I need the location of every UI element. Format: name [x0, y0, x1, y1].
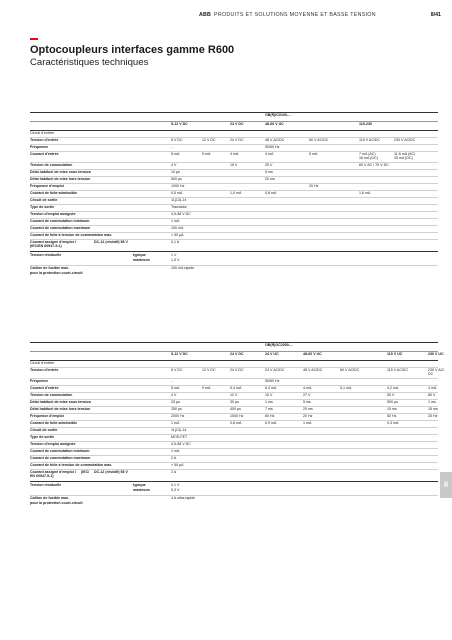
- residual-value: 0,3 V: [171, 487, 180, 492]
- spec-cell: 2 A: [171, 455, 177, 460]
- spec-cell: 27 V: [303, 392, 311, 397]
- spec-cell: 0,1 A: [171, 239, 180, 244]
- header-section: PRODUITS ET SOLUTIONS MOYENNE ET BASSE TENSION: [214, 12, 376, 18]
- column-header: 24 V UC: [265, 352, 279, 356]
- row-label: Délai habituel de mise hors tension: [30, 406, 91, 411]
- fuse-label: Calibre de fusible max.: [30, 266, 70, 270]
- spec-row: [30, 385, 438, 392]
- fuse-row: [30, 265, 438, 278]
- row-label: Tension d'entrée: [30, 137, 59, 142]
- spec-row: [30, 367, 445, 378]
- spec-row: [30, 169, 438, 176]
- spec-cell: 115 V AC/DC: [359, 137, 381, 142]
- spec-cell: 25 mA (DC): [394, 156, 413, 160]
- spec-cell: 25 V: [265, 162, 273, 167]
- spec-row: [30, 469, 438, 481]
- spec-cell: 20 ms: [265, 176, 275, 181]
- spec-row: [30, 448, 438, 455]
- row-label: Circuit d'entrée: [30, 130, 55, 135]
- spec-cell: 5 mA: [202, 151, 211, 156]
- page-number: 8/41: [430, 12, 441, 18]
- row-label: Courant de commutation maximum: [30, 455, 91, 460]
- spec-cell: 48 V AC/DC: [265, 137, 285, 142]
- spec-cell: 400 µs: [230, 406, 241, 411]
- spec-row: [30, 455, 438, 462]
- spec-cell: < 50 µA: [171, 232, 184, 237]
- spec-cell: 0,5 mA: [171, 190, 183, 195]
- page-subtitle: Caractéristiques techniques: [30, 57, 149, 68]
- column-header-row: [30, 351, 444, 360]
- column-header: 24 V DC: [230, 122, 244, 126]
- spec-cell: 60 V AC/DC: [340, 367, 360, 372]
- spec-cell: 24 V AC/DC: [265, 367, 285, 372]
- row-label: Courant de fuite à tension de commutation max.: [30, 232, 113, 237]
- spec-row: [30, 399, 438, 406]
- spec-cell: 230 V AC/DC: [394, 137, 416, 142]
- model-header-row: [30, 342, 438, 351]
- page-title: Optocoupleurs interfaces gamme R600: [30, 44, 235, 56]
- spec-cell: 4,5-58 V DC: [171, 441, 191, 446]
- accent-bar: [30, 38, 38, 40]
- spec-cell: DC: [428, 372, 434, 376]
- row-label: Tension de commutation: [30, 392, 73, 397]
- column-header: 48-60 V UC: [265, 122, 284, 126]
- residual-type: maximum: [133, 257, 150, 262]
- row-label: Courant de commutation minimum: [30, 218, 90, 223]
- row-label: Délai habituel de mise hors tension: [30, 176, 91, 181]
- spec-cell: 5 mA: [309, 151, 318, 156]
- spec-cell: MOS-FET: [171, 434, 188, 439]
- row-label-cont: (IEC/: [81, 469, 90, 474]
- row-sublabel: DC-12 (résistif) 58 V: [94, 239, 128, 244]
- spec-cell: 50/60 Hz: [265, 144, 280, 149]
- spec-cell: 5 mA: [171, 385, 180, 390]
- spec-cell: 12 V DC: [202, 367, 216, 372]
- spec-cell: 20 Hz: [303, 413, 313, 418]
- row-label: Courant d'entrée: [30, 385, 59, 390]
- residual-type: typique: [133, 252, 146, 257]
- row-label: Circuit de sortie: [30, 427, 58, 432]
- spec-cell: 4,5-58 V DC: [171, 211, 191, 216]
- spec-cell: -: [171, 378, 173, 383]
- spec-cell: < 50 µA: [171, 462, 184, 467]
- row-label-line2: (IEC/EN 60947-5-1): [30, 244, 62, 248]
- row-label: Type de sortie: [30, 204, 55, 209]
- spec-row: [30, 232, 438, 239]
- spec-cell: 250 µs: [171, 406, 182, 411]
- spec-cell: 1,6 mA: [359, 190, 371, 195]
- residual-value: 1 V: [171, 252, 177, 257]
- row-label: Fréquence d'emploi: [30, 183, 64, 188]
- column-header: 48-60 V UC: [303, 352, 322, 356]
- spec-cell: 0,8 mA: [230, 420, 242, 425]
- spec-row: [30, 183, 438, 190]
- spec-cell: 500 µs: [171, 176, 182, 181]
- spec-cell: 4 mA: [265, 151, 274, 156]
- spec-cell: 9 mA: [202, 385, 211, 390]
- spec-cell: 11(13)-14: [171, 197, 187, 202]
- spec-row: [30, 204, 438, 211]
- row-label: Délai habituel de mise sous tension: [30, 169, 91, 174]
- spec-row: [30, 441, 438, 448]
- model-name: OB(R)OC2000-...: [265, 343, 293, 347]
- spec-cell: 24 V DC: [230, 137, 244, 142]
- spec-cell: 15 V: [265, 392, 273, 397]
- spec-cell: 1 mA: [171, 218, 180, 223]
- spec-cell: 60 V AC / 70 V DC: [359, 162, 389, 167]
- spec-cell: 48 V AC/DC: [303, 367, 323, 372]
- spec-cell: Transistor: [171, 204, 187, 209]
- spec-cell: 16 mA (DC): [359, 156, 378, 160]
- spec-cell: 1 ms: [265, 399, 273, 404]
- spec-cell: 11,5 mA (AC): [394, 151, 416, 156]
- column-header: 5-12 V DC: [171, 352, 188, 356]
- spec-cell: 25 Hz: [428, 413, 438, 418]
- spec-cell: 50 Hz: [387, 413, 397, 418]
- row-label: Fréquence: [30, 144, 49, 149]
- spec-table-output-couplers: [30, 342, 445, 508]
- row-label: Type de sortie: [30, 434, 55, 439]
- spec-cell: 1,0 mA: [230, 190, 242, 195]
- fuse-value: 100 mA rapide: [171, 266, 195, 270]
- spec-table-input-couplers: [30, 112, 438, 278]
- section-tab-label: 08: [441, 481, 448, 487]
- spec-row: [30, 151, 438, 162]
- spec-cell: 2 A: [171, 469, 177, 474]
- spec-cell: 230 V AC/: [428, 367, 445, 372]
- spec-row: [30, 462, 438, 469]
- row-label: Tension d'entrée: [30, 367, 59, 372]
- model-header-row: [30, 112, 438, 121]
- row-label: Courant de fuite admissible: [30, 420, 78, 425]
- column-header: 24 V DC: [230, 352, 244, 356]
- residual-type: typique: [133, 482, 146, 487]
- spec-cell: 50 V: [387, 392, 395, 397]
- row-label: Circuit d'entrée: [30, 360, 55, 365]
- residual-value: 0,1 V: [171, 482, 180, 487]
- column-header: 230 V UC: [428, 352, 444, 356]
- spec-cell: 100 mA: [171, 225, 184, 230]
- spec-cell: 15 ms: [428, 406, 438, 411]
- spec-row: [30, 144, 438, 151]
- page-header: [0, 12, 452, 24]
- spec-cell: 4 V: [171, 392, 177, 397]
- row-label: Courant de commutation minimum: [30, 448, 90, 453]
- column-header: 5-12 V DC: [171, 122, 188, 126]
- spec-cell: 0,8 mA: [265, 190, 277, 195]
- spec-cell: 500 µs: [387, 399, 398, 404]
- row-label: Courant assigné d'emploi I: [30, 239, 76, 244]
- spec-row: [30, 420, 438, 427]
- column-header: 115-230: [359, 122, 372, 126]
- spec-cell: 5,4 mA: [230, 385, 242, 390]
- spec-cell: 12 V: [230, 392, 238, 397]
- spec-cell: 7 ms: [265, 406, 273, 411]
- residual-type: maximum: [133, 487, 150, 492]
- spec-cell: 1 mA: [171, 448, 180, 453]
- row-label: Circuit de sortie: [30, 197, 58, 202]
- spec-cell: 20 ms: [303, 406, 313, 411]
- spec-row: [30, 427, 438, 434]
- residual-row: [30, 481, 438, 495]
- spec-cell: 4 V: [171, 162, 177, 167]
- spec-cell: 1 mA: [303, 420, 312, 425]
- spec-cell: 5,1 mA: [340, 385, 352, 390]
- fuse-label: Calibre de fusible max.: [30, 496, 70, 500]
- spec-row: [30, 176, 438, 183]
- spec-cell: 5 V DC: [171, 367, 183, 372]
- row-label: Courant assigné d'emploi I: [30, 469, 76, 474]
- residual-label: Tension résiduelle: [30, 252, 62, 257]
- brand-logo: ABB: [199, 12, 212, 18]
- row-label: Courant de fuite admissible: [30, 190, 78, 195]
- row-label: Courant de fuite à tension de commutation max.: [30, 462, 113, 467]
- spec-cell: 4 mA: [428, 385, 437, 390]
- row-label: Courant de commutation maximum: [30, 225, 91, 230]
- row-label: Tension d'emploi assignée: [30, 211, 76, 216]
- column-header-row: [30, 121, 438, 130]
- spec-cell: 50/60 Hz: [265, 378, 280, 383]
- spec-row: [30, 190, 438, 197]
- row-label: Délai habituel de mise sous tension: [30, 399, 91, 404]
- residual-value: 1,5 V: [171, 257, 180, 262]
- spec-row: [30, 197, 438, 204]
- row-label-line2: EN 60947-5-1): [30, 474, 54, 478]
- spec-cell: 12 V DC: [202, 137, 216, 142]
- spec-cell: 2000 Hz: [171, 413, 185, 418]
- spec-cell: 5 V DC: [171, 137, 183, 142]
- spec-row: [30, 434, 438, 441]
- spec-row: [30, 130, 438, 137]
- spec-row: [30, 162, 438, 169]
- row-label: Fréquence d'emploi: [30, 413, 64, 418]
- spec-cell: 11(13)-14: [171, 427, 187, 432]
- spec-cell: 5 ms: [265, 169, 273, 174]
- model-name: OB(R)IC0100-...: [265, 113, 292, 117]
- spec-row: [30, 406, 438, 413]
- fuse-label-line2: pour la protection court-circuit: [30, 501, 83, 505]
- spec-cell: 1000 Hz: [230, 413, 244, 418]
- spec-cell: 1 mA: [171, 420, 180, 425]
- section-tab: [440, 472, 452, 498]
- fuse-row: [30, 495, 438, 508]
- row-sublabel: DC-12 (résistif) 58 V: [94, 469, 128, 474]
- spec-cell: 20 Hz: [309, 183, 319, 188]
- spec-row: [30, 218, 438, 225]
- spec-cell: 4 mA: [230, 151, 239, 156]
- spec-row: [30, 413, 438, 420]
- spec-cell: 5 mA: [171, 151, 180, 156]
- spec-cell: 60 V AC/DC: [309, 137, 329, 142]
- spec-cell: 4 mA: [303, 385, 312, 390]
- spec-cell: 1000 Hz: [171, 183, 185, 188]
- spec-row: [30, 137, 438, 144]
- spec-row: [30, 211, 438, 218]
- spec-cell: 0,9 mA: [265, 420, 277, 425]
- spec-row: [30, 392, 438, 399]
- spec-cell: 24 V DC: [230, 367, 244, 372]
- spec-row: [30, 378, 438, 385]
- spec-cell: -: [171, 144, 173, 149]
- row-label: Fréquence: [30, 378, 49, 383]
- spec-cell: 25 µs: [171, 399, 180, 404]
- spec-cell: 0,3 mA: [387, 420, 399, 425]
- spec-cell: 10 µs: [171, 169, 180, 174]
- row-label: Tension d'emploi assignée: [30, 441, 76, 446]
- row-label: Courant d'entrée: [30, 151, 59, 156]
- spec-cell: 80 V: [428, 392, 436, 397]
- spec-cell: 7 mA (AC): [359, 151, 376, 156]
- fuse-value: 4 A ultra-rapide: [171, 496, 196, 500]
- spec-row: [30, 360, 438, 367]
- spec-cell: 30 µs: [230, 399, 239, 404]
- fuse-label-line2: pour la protection court-circuit: [30, 271, 83, 275]
- spec-cell: 1 ms: [428, 399, 436, 404]
- spec-cell: 15 V: [230, 162, 238, 167]
- spec-cell: 5 ms: [303, 399, 311, 404]
- spec-cell: 10 ms: [387, 406, 397, 411]
- spec-row: [30, 225, 438, 232]
- spec-cell: 6,3 mA: [265, 385, 277, 390]
- spec-cell: 60 Hz: [265, 413, 275, 418]
- spec-cell: 115 V AC/DC: [387, 367, 409, 372]
- residual-row: [30, 251, 438, 265]
- spec-row: [30, 239, 438, 251]
- row-label: Tension de commutation: [30, 162, 73, 167]
- spec-cell: 4,2 mA: [387, 385, 399, 390]
- column-header: 115 V UC: [387, 352, 403, 356]
- residual-label: Tension résiduelle: [30, 482, 62, 487]
